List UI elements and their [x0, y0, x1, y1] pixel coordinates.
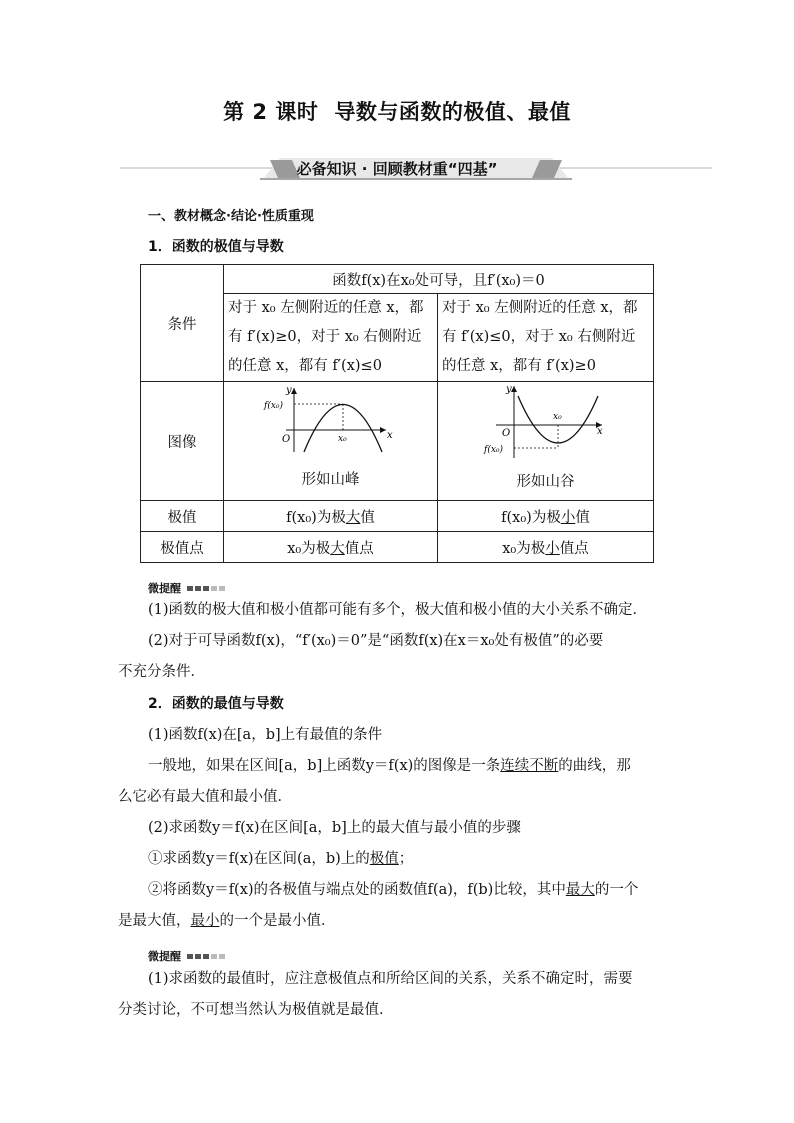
max-cond-line: 有 f′(x)≥0，对于 x₀ 右侧附近	[228, 329, 422, 345]
lesson-topic: 导数与函数的极值、最值	[334, 100, 571, 124]
text: 的一个是最小值．	[219, 913, 336, 929]
page-title	[0, 96, 794, 126]
fx0-label: f(x₀)	[484, 445, 504, 455]
peak-caption: 形如山峰	[301, 472, 360, 488]
tip-label-2	[148, 948, 225, 964]
extreme-value-label: 极值	[141, 501, 224, 532]
text: 值	[575, 509, 590, 526]
extreme-point-label: 极值点	[141, 532, 224, 563]
underlined-text: 小	[560, 509, 576, 526]
text: 值	[360, 509, 375, 526]
text: ②将函数y＝f(x)的各极值与端点处的函数值f(a)，f(b)比较，其中	[148, 882, 566, 898]
min-condition	[438, 294, 654, 382]
text: f(x₀)为极	[501, 509, 561, 526]
underlined-text: 最小	[190, 913, 220, 929]
axis-x-label: x	[387, 430, 393, 441]
subsection-heading-1: 1．函数的极值与导数	[148, 239, 284, 255]
subsection-heading-2: 2．函数的最值与导数	[148, 696, 284, 712]
tip-text-2: (2)对于可导函数f(x)，“f′(x₀)＝0”是“函数f(x)在x＝x₀处有极值”的必要	[148, 633, 604, 649]
max-cond-line: 的任意 x，都有 f′(x)≤0	[228, 358, 382, 374]
text: f(x₀)为极	[286, 509, 346, 526]
max-point-cell	[224, 532, 438, 563]
cond-top: 函数f(x)在x₀处可导，且f′(x₀)＝0	[224, 265, 654, 294]
underlined-text: 大	[330, 540, 345, 557]
tip-label-text: 微提醒	[148, 582, 181, 595]
text: ①求函数y＝f(x)在区间(a，b)上的	[148, 851, 370, 867]
valley-graph-cell	[438, 382, 654, 501]
underlined-text: 大	[345, 509, 361, 526]
text: 一般地，如果在区间[a，b]上函数y＝f(x)的图像是一条	[148, 758, 501, 774]
text: 值点	[344, 540, 374, 557]
paragraph-6	[118, 911, 336, 931]
underlined-text: 最大	[565, 882, 595, 898]
underlined-text: 小	[545, 540, 560, 557]
fx0-label: f(x₀)	[264, 401, 284, 411]
tip-text-3: (1)求函数的最值时，应注意极值点和所给区间的关系，关系不确定时，需要	[148, 971, 633, 987]
tip-text-2-cont: 不充分条件．	[118, 664, 205, 680]
underlined-text: 连续不断	[500, 758, 559, 774]
text: x₀为极	[287, 540, 331, 557]
text: 值点	[559, 540, 589, 557]
max-cond-line: 对于 x₀ 左侧附近的任意 x，都	[228, 300, 424, 316]
extremum-table	[140, 264, 654, 563]
min-value-cell	[438, 501, 654, 532]
tip-label-1	[148, 580, 225, 596]
paragraph-5	[148, 880, 638, 900]
text: 是最大值，	[118, 913, 191, 929]
paragraph-2	[148, 756, 631, 776]
graph-label: 图像	[141, 382, 224, 501]
tip-text-1: (1)函数的极大值和极小值都可能有多个，极大值和极小值的大小关系不确定．	[148, 602, 648, 618]
text: x₀为极	[502, 540, 546, 557]
valley-caption: 形如山谷	[516, 474, 575, 490]
text: 的曲线，那	[558, 758, 631, 774]
min-point-cell	[438, 532, 654, 563]
axis-y-label: y	[286, 385, 292, 396]
lesson-number: 第 2 课时	[223, 100, 319, 124]
tip-label-text: 微提醒	[148, 950, 181, 963]
underlined-text: 极值	[369, 851, 399, 867]
min-cond-line: 有 f′(x)≤0，对于 x₀ 右侧附近	[442, 329, 636, 345]
tip-dots-icon	[187, 954, 225, 959]
axis-y-label: y	[506, 384, 512, 395]
text: 的一个	[594, 882, 639, 898]
paragraph-4	[148, 849, 413, 869]
text: ；	[398, 851, 414, 867]
tip-dots-icon	[187, 586, 225, 591]
tip-text-3-cont: 分类讨论，不可想当然认为极值就是最值．	[118, 1002, 394, 1018]
max-value-cell	[224, 501, 438, 532]
min-cond-line: 的任意 x，都有 f′(x)≥0	[442, 358, 596, 374]
paragraph-3: (2)求函数y＝f(x)在区间[a，b]上的最大值与最小值的步骤	[148, 820, 521, 836]
axis-x-label: x	[597, 426, 603, 437]
origin-label: O	[502, 428, 511, 439]
origin-label: O	[282, 434, 291, 445]
cond-label: 条件	[141, 265, 224, 382]
x0-label: x₀	[338, 434, 347, 444]
banner-heading: 必备知识 · 回顾教材重“四基”	[296, 160, 498, 178]
peak-graph-cell	[224, 382, 438, 501]
section-heading: 一、教材概念·结论·性质重现	[148, 209, 314, 224]
min-cond-line: 对于 x₀ 左侧附近的任意 x，都	[442, 300, 638, 316]
x0-label: x₀	[553, 412, 562, 422]
max-condition	[224, 294, 438, 382]
paragraph-2-cont: 么它必有最大值和最小值．	[118, 789, 292, 805]
paragraph-1: (1)函数f(x)在[a，b]上有最值的条件	[148, 727, 383, 743]
